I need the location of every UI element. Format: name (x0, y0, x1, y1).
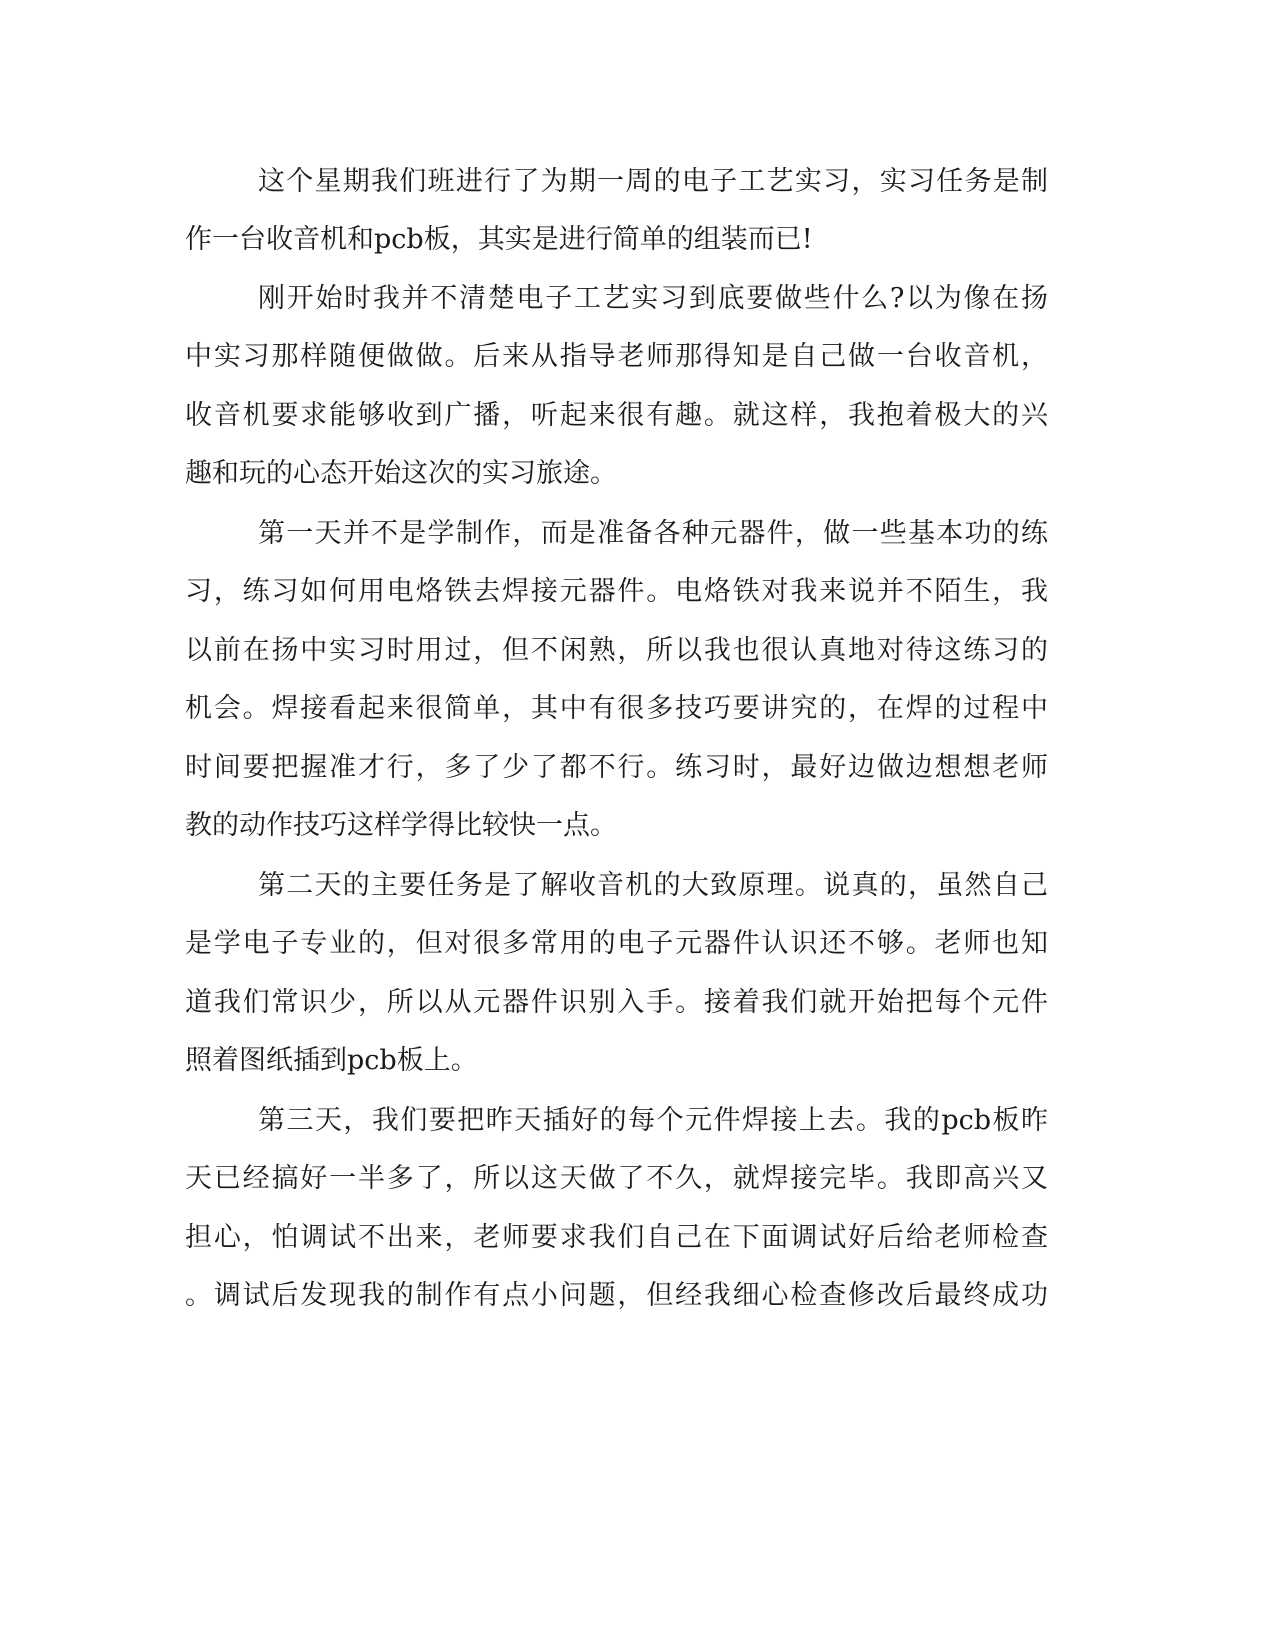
paragraph-1-line-2: 作一台收音机和pcb板，其实是进行简单的组装而已! (185, 224, 813, 255)
paragraph-4-line-4: 照着图纸插到pcb板上。 (185, 1045, 478, 1076)
paragraph-5-line-2: 天已经搞好一半多了，所以这天做了不久，就焊接完毕。我即高兴又 (185, 1163, 1048, 1194)
paragraph-3-line-5: 时间要把握准才行，多了少了都不行。练习时，最好边做边想想老师 (185, 752, 1048, 783)
paragraph-2-line-3: 收音机要求能够收到广播，听起来很有趣。就这样，我抱着极大的兴 (185, 400, 1048, 431)
paragraph-3-line-2: 习，练习如何用电烙铁去焊接元器件。电烙铁对我来说并不陌生，我 (185, 576, 1048, 607)
paragraph-3-line-3: 以前在扬中实习时用过，但不闲熟，所以我也很认真地对待这练习的 (185, 635, 1048, 666)
paragraph-5-line-1: 第三天，我们要把昨天插好的每个元件焊接上去。我的pcb板昨 (258, 1105, 1048, 1136)
paragraph-2-line-1: 刚开始时我并不清楚电子工艺实习到底要做些什么?以为像在扬 (258, 283, 1048, 314)
paragraph-1-line-1: 这个星期我们班进行了为期一周的电子工艺实习，实习任务是制 (258, 166, 1048, 197)
paragraph-5-line-4: 。调试后发现我的制作有点小问题，但经我细心检查修改后最终成功 (185, 1280, 1048, 1311)
paragraph-5-line-3: 担心，怕调试不出来，老师要求我们自己在下面调试好后给老师检查 (185, 1222, 1048, 1253)
paragraph-3-line-6: 教的动作技巧这样学得比较快一点。 (185, 810, 617, 841)
paragraph-4-line-2: 是学电子专业的，但对很多常用的电子元器件认识还不够。老师也知 (185, 928, 1048, 959)
paragraph-3-line-4: 机会。焊接看起来很简单，其中有很多技巧要讲究的，在焊的过程中 (185, 693, 1048, 724)
paragraph-4-line-3: 道我们常识少，所以从元器件识别入手。接着我们就开始把每个元件 (185, 987, 1048, 1018)
paragraph-3-line-1: 第一天并不是学制作，而是准备各种元器件，做一些基本功的练 (258, 518, 1048, 549)
paragraph-4-line-1: 第二天的主要任务是了解收音机的大致原理。说真的，虽然自己 (258, 870, 1048, 901)
paragraph-2-line-4: 趣和玩的心态开始这次的实习旅途。 (185, 458, 617, 489)
paragraph-2-line-2: 中实习那样随便做做。后来从指导老师那得知是自己做一台收音机， (185, 341, 1048, 372)
